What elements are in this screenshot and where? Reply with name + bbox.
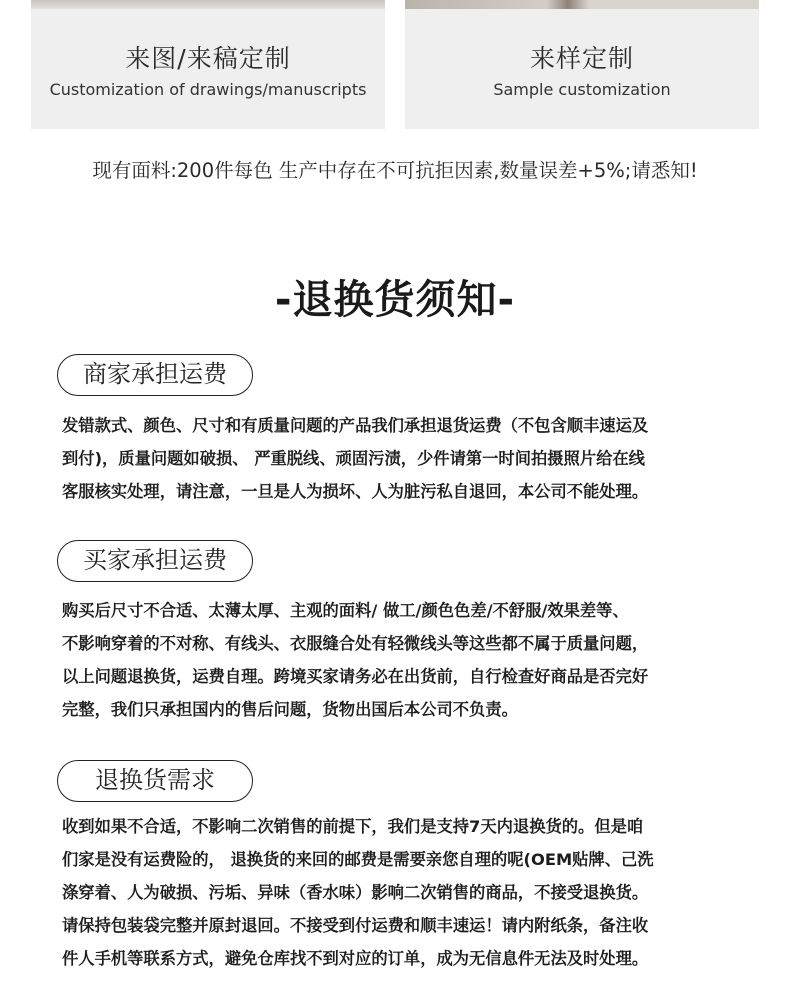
- card-subtitle: Customization of drawings/manuscripts: [49, 80, 367, 99]
- text-line: 请保持包装袋完整并原封退回。不接受到付运费和顺丰速运！请内附纸条，备注收: [62, 916, 649, 935]
- return-policy-title: -退换货须知-: [274, 277, 516, 323]
- section-text-return-requirements: [62, 810, 752, 975]
- text-line: 件人手机等联系方式，避免仓库找不到对应的订单，成为无信息件无法及时处理。: [62, 949, 649, 968]
- product-photo-strip: [405, 0, 759, 9]
- text-line: 涤穿着、人为破损、污垢、异味（香水味）影响二次销售的商品，不接受退换货。: [62, 883, 649, 902]
- card-subtitle: Sample customization: [493, 80, 671, 99]
- drawing-customization-card: [31, 0, 385, 129]
- fabric-notice: 现有面料:200件每色 生产中存在不可抗拒因素,数量误差+5%;请悉知!: [92, 159, 698, 182]
- text-line: 购买后尺寸不合适、太薄太厚、主观的面料/ 做工/颜色色差/不舒服/效果差等、: [62, 601, 629, 620]
- section-heading-buyer-shipping: 买家承担运费: [57, 540, 253, 582]
- text-line: 完整，我们只承担国内的售后问题，货物出国后本公司不负责。: [62, 700, 518, 719]
- text-line: 们家是没有运费险的， 退换货的来回的邮费是需要亲您自理的呢(OEM贴牌、己洗: [62, 850, 654, 869]
- text-line: 客服核实处理，请注意，一旦是人为损坏、人为脏污私自退回，本公司不能处理。: [62, 482, 649, 501]
- section-heading-merchant-shipping: 商家承担运费: [57, 354, 253, 396]
- text-line: 收到如果不合适，不影响二次销售的前提下，我们是支持7天内退换货的。但是咱: [62, 817, 644, 836]
- text-line: 不影响穿着的不对称、有线头、衣服缝合处有轻微线头等这些都不属于质量问题，: [62, 634, 649, 653]
- section-text-merchant-shipping: [62, 409, 752, 508]
- sample-customization-card: [405, 0, 759, 129]
- product-photo-strip: [31, 0, 385, 9]
- text-line: 以上问题退换货，运费自理。跨境买家请务必在出货前，自行检查好商品是否完好: [62, 667, 649, 686]
- card-title: 来图/来稿定制: [125, 44, 291, 73]
- text-line: 到付)，质量问题如破损、 严重脱线、顽固污渍，少件请第一时间拍摄照片给在线: [62, 449, 645, 468]
- card-title: 来样定制: [529, 44, 634, 73]
- section-heading-return-requirements: 退换货需求: [57, 760, 253, 802]
- section-text-buyer-shipping: [62, 594, 752, 726]
- text-line: 发错款式、颜色、尺寸和有质量问题的产品我们承担退货运费（不包含顺丰速运及: [62, 416, 649, 435]
